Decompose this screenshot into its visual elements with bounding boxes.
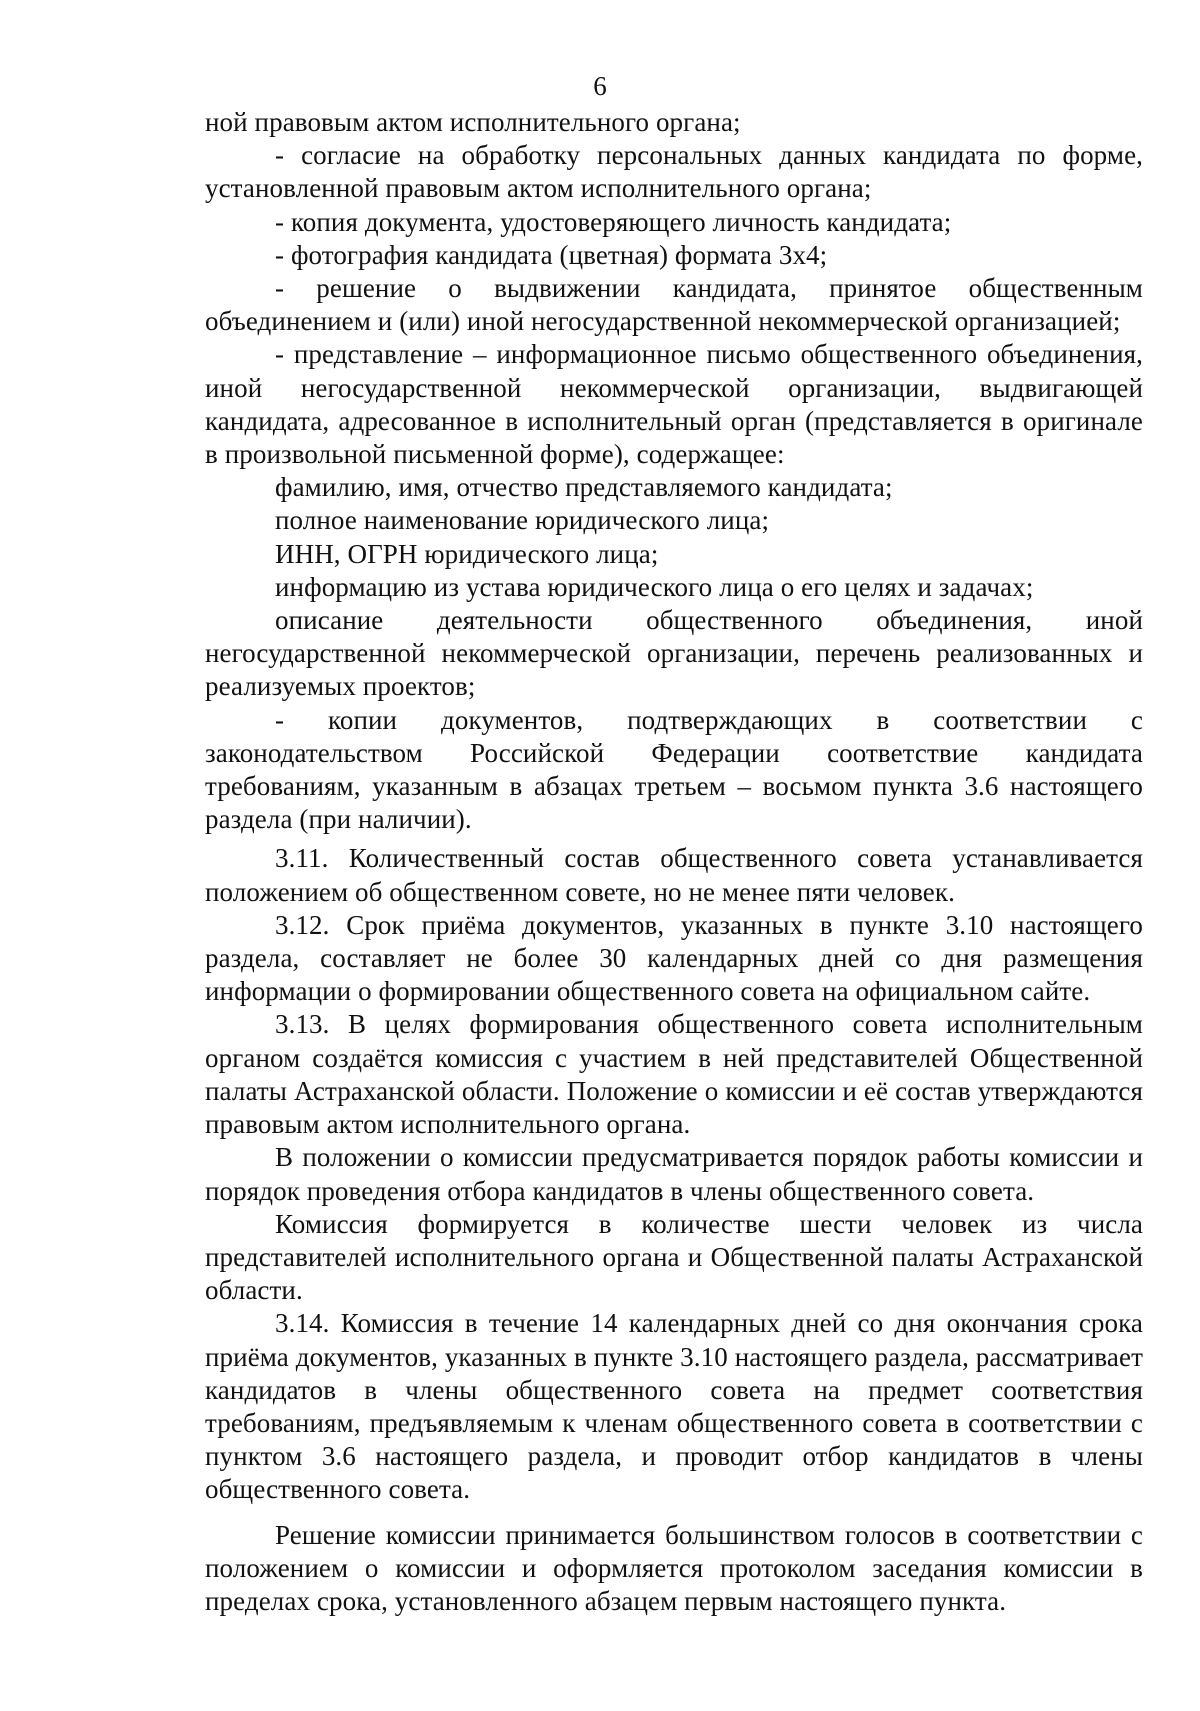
paragraph-commission-regulation: В положении о комиссии предусматривается порядок работы комиссии и порядок проведения отбора кандидатов в члены общественного совета. [205,1142,1143,1206]
paragraph-continuation: ной правовым актом исполнительного органа; [205,107,741,137]
sub-item-charter-info: информацию из устава юридического лица о его целях и задачах; [275,571,1034,602]
list-item-consent: - согласие на обработку персональных данных кандидата по форме, установленной правовым актом исполнительного органа; [205,140,1143,204]
sub-item-inn-ogrn: ИНН, ОГРН юридического лица; [275,538,659,569]
list-item-representation-letter: - представление – информационное письмо общественного объединения, иной негосударственной некоммерческой организации, выдвигающей кандидата, адресованное в исполнительный орган (представляется в оригинале в произвольной письменной форме), содержащее: [205,339,1143,470]
clause-3-14: 3.14. Комиссия в течение 14 календарных дней со дня окончания срока приёма документов, указанных в пункте 3.10 настоящего раздела, рассматривает кандидатов в члены общественного совета на предмет соответствия требованиям, предъявляемым к членам общественного совета в соответствии с пунктом 3.6 настоящего раздела, и проводит отбор кандидатов в члены общественного совета. [205,1308,1143,1505]
paragraph-commission-composition: Комиссия формируется в количестве шести человек из числа представителей исполнительного органа и Общественной палаты Астраханской области. [205,1208,1143,1306]
document-body [205,106,1143,1618]
paragraph-commission-decision: Решение комиссии принимается большинством голосов в соответствии с положением о комиссии и оформляется протоколом заседания комиссии в пределах срока, установленного абзацем первым настоящего пункта. [205,1519,1143,1616]
list-item-document-copies: - копии документов, подтверждающих в соответствии с законодательством Российской Федерации соответствие кандидата требованиям, указанным в абзацах третьем – восьмом пункта 3.6 настоящего раздела (при наличии). [205,704,1143,835]
clause-3-13: 3.13. В целях формирования общественного совета исполнительным органом создаётся комиссия с участием в ней представителей Общественной палаты Астраханской области. Положение о комиссии и её состав утверждаются правовым актом исполнительного органа. [205,1009,1143,1140]
sub-item-legal-entity-name: полное наименование юридического лица; [275,505,770,536]
clause-3-12: 3.12. Срок приёма документов, указанных в пункте 3.10 настоящего раздела, составляет не более 30 календарных дней со дня размещения информации о формировании общественного совета на официальном сайте. [205,909,1143,1007]
page-number: 6 [593,71,607,101]
sub-item-activity-description: описание деятельности общественного объединения, иной негосударственной некоммерческой организации, перечень реализованных и реализуемых проектов; [205,605,1143,702]
sub-item-full-name: фамилию, имя, отчество представляемого кандидата; [275,472,893,503]
list-item-id-copy: - копия документа, удостоверяющего личность кандидата; [275,206,952,237]
clause-3-11: 3.11. Количественный состав общественного совета устанавливается положением об общественном совете, но не менее пяти человек. [205,843,1143,907]
list-item-photo: - фотография кандидата (цветная) формата 3х4; [275,239,828,270]
list-item-nomination-decision: - решение о выдвижении кандидата, принятое общественным объединением и (или) иной негосударственной некоммерческой организацией; [205,273,1143,337]
